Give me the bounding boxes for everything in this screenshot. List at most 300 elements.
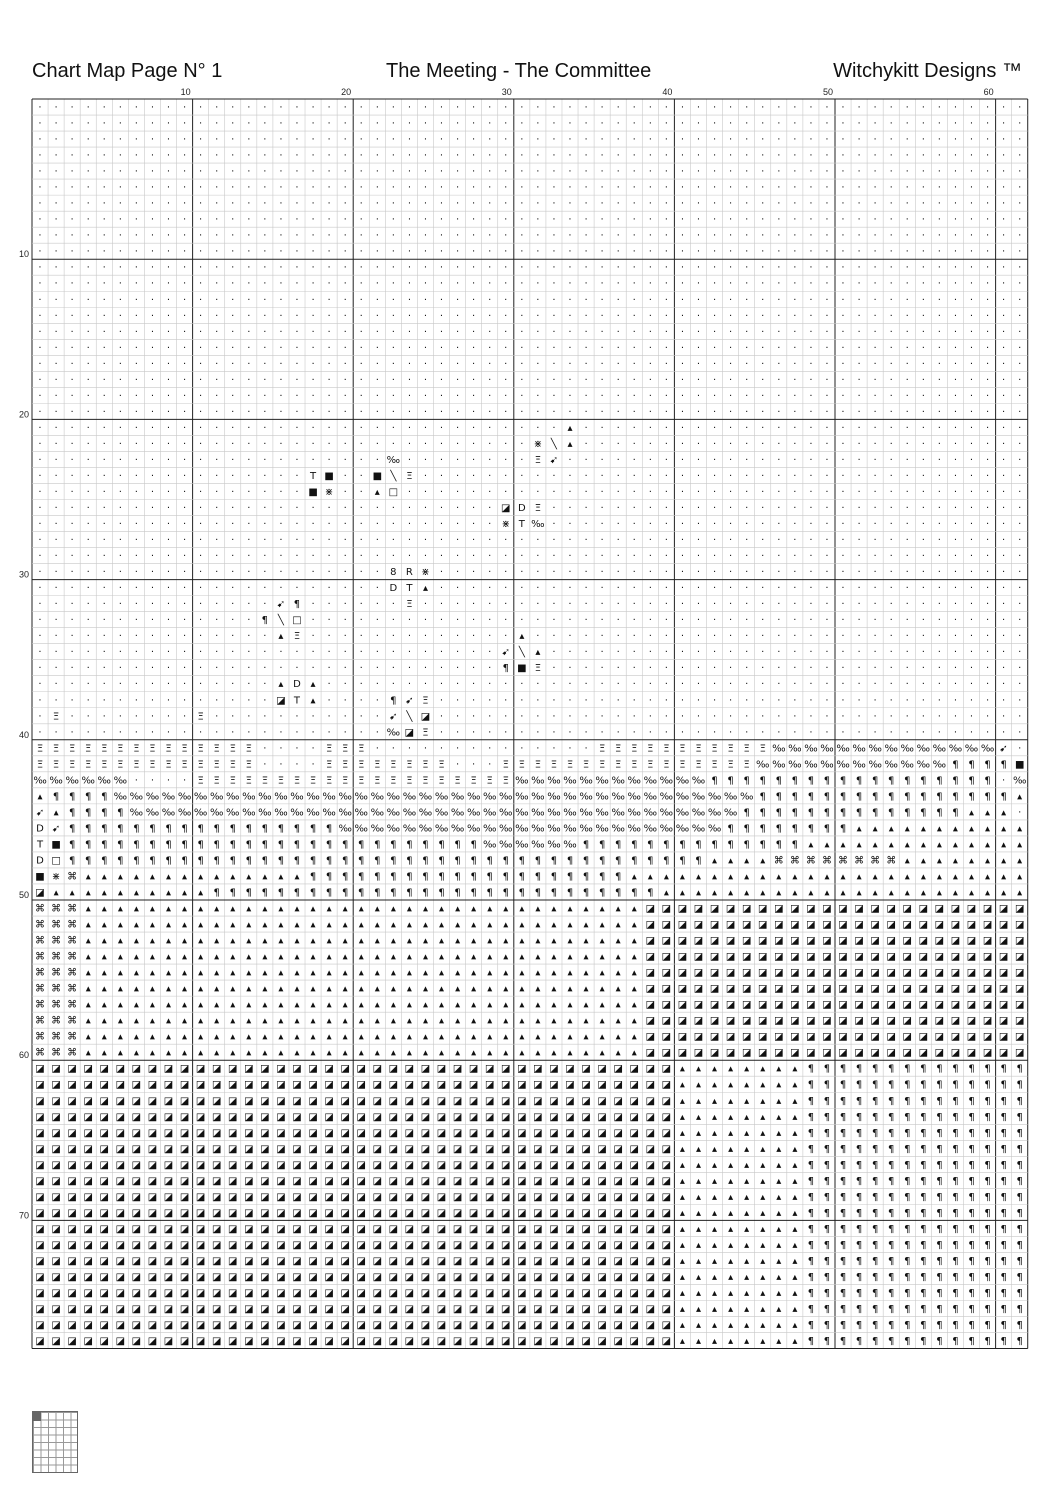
stitch-symbol: · <box>712 486 717 498</box>
stitch-symbol: · <box>279 278 283 290</box>
stitch-symbol: ◪ <box>388 1223 399 1235</box>
stitch-symbol: ¶ <box>936 1079 943 1091</box>
stitch-symbol: · <box>359 727 363 739</box>
stitch-symbol: · <box>600 470 604 482</box>
stitch-symbol: ◪ <box>998 983 1009 995</box>
stitch-symbol: · <box>825 615 829 627</box>
stitch-symbol: ◪ <box>340 1207 350 1219</box>
stitch-symbol: ¶ <box>598 855 606 867</box>
stitch-symbol: ◪ <box>934 999 945 1011</box>
stitch-symbol: ➹ <box>389 711 398 723</box>
stitch-symbol: · <box>102 422 106 434</box>
stitch-symbol: · <box>231 214 235 226</box>
stitch-symbol: ◪ <box>260 1111 270 1123</box>
stitch-symbol: · <box>729 230 733 242</box>
stitch-symbol: ▴ <box>679 871 685 883</box>
stitch-symbol: · <box>552 214 556 226</box>
stitch-symbol: · <box>696 535 701 547</box>
stitch-symbol: ◪ <box>517 1111 527 1123</box>
stitch-symbol: ▴ <box>631 1031 637 1043</box>
stitch-symbol: ‰ <box>290 807 304 819</box>
stitch-symbol: · <box>809 727 813 739</box>
stitch-symbol: · <box>455 102 460 114</box>
stitch-symbol: ▴ <box>744 1159 750 1171</box>
stitch-symbol: · <box>150 166 155 178</box>
stitch-symbol: · <box>664 551 668 563</box>
stitch-symbol: · <box>134 711 138 723</box>
stitch-symbol: ◪ <box>870 919 880 931</box>
stitch-symbol: ◪ <box>356 1239 366 1251</box>
stitch-symbol: ¶ <box>325 823 333 835</box>
stitch-symbol: ▴ <box>792 1191 798 1203</box>
stitch-symbol: ◪ <box>452 1063 463 1075</box>
stitch-symbol: ▴ <box>374 486 380 498</box>
stitch-symbol: ¶ <box>936 1095 943 1107</box>
stitch-symbol: ▴ <box>390 935 396 947</box>
stitch-symbol: ◪ <box>950 951 961 963</box>
stitch-symbol: ◪ <box>147 1175 158 1187</box>
stitch-symbol: · <box>70 647 74 659</box>
stitch-symbol: ¶ <box>663 855 670 867</box>
stitch-symbol: ◪ <box>340 1095 350 1107</box>
stitch-symbol: ▴ <box>728 1255 734 1267</box>
stitch-symbol: · <box>729 246 733 258</box>
stitch-symbol: · <box>937 615 941 627</box>
stitch-symbol: ▴ <box>262 983 268 995</box>
stitch-symbol: ¶ <box>406 871 413 883</box>
stitch-symbol: ◪ <box>163 1079 174 1091</box>
stitch-symbol: · <box>247 214 251 226</box>
stitch-symbol: Ξ <box>197 759 204 771</box>
stitch-symbol: · <box>584 647 588 659</box>
stitch-symbol: · <box>263 326 267 338</box>
stitch-symbol: ◪ <box>83 1223 93 1235</box>
stitch-symbol: ▴ <box>85 951 91 963</box>
stitch-symbol: ◪ <box>613 1143 623 1155</box>
stitch-symbol: · <box>552 711 556 723</box>
stitch-symbol: ◪ <box>195 1207 206 1219</box>
stitch-symbol: ◪ <box>918 903 929 915</box>
stitch-symbol: · <box>472 198 476 210</box>
stitch-symbol: ▴ <box>246 871 252 883</box>
stitch-symbol: ◪ <box>774 951 784 963</box>
stitch-symbol: ◪ <box>629 1239 639 1251</box>
stitch-symbol: · <box>407 406 412 418</box>
stitch-symbol: · <box>472 406 476 418</box>
stitch-symbol: · <box>343 470 347 482</box>
stitch-symbol: ◪ <box>950 1047 961 1059</box>
stitch-symbol: ◪ <box>115 1079 126 1091</box>
stitch-symbol: ◪ <box>163 1175 174 1187</box>
stitch-symbol: · <box>343 535 347 547</box>
stitch-symbol: ◪ <box>324 1336 334 1348</box>
stitch-symbol: ¶ <box>358 839 365 851</box>
stitch-symbol: · <box>488 759 492 771</box>
stitch-symbol: · <box>54 358 58 370</box>
stitch-symbol: ¶ <box>968 1111 975 1123</box>
stitch-symbol: · <box>648 358 652 370</box>
stitch-symbol: · <box>712 150 717 162</box>
stitch-symbol: · <box>921 342 925 354</box>
stitch-symbol: · <box>247 422 251 434</box>
stitch-symbol: ◪ <box>982 935 993 947</box>
stitch-symbol: · <box>455 310 460 322</box>
stitch-symbol: ◪ <box>741 951 752 963</box>
stitch-symbol: ◪ <box>501 1223 511 1235</box>
stitch-symbol: ¶ <box>68 807 76 819</box>
stitch-symbol: ▴ <box>679 1239 685 1251</box>
stitch-symbol: · <box>664 711 668 723</box>
stitch-symbol: ◪ <box>324 1143 334 1155</box>
stitch-symbol: ◪ <box>982 903 993 915</box>
stitch-symbol: · <box>889 246 893 258</box>
stitch-symbol: · <box>38 182 42 194</box>
stitch-symbol: ◪ <box>790 903 800 915</box>
stitch-symbol: · <box>375 262 379 274</box>
stitch-symbol: ◪ <box>324 1223 334 1235</box>
stitch-symbol: ¶ <box>695 855 702 867</box>
stitch-symbol: ▴ <box>117 1031 123 1043</box>
stitch-symbol: ◪ <box>228 1079 238 1091</box>
stitch-symbol: ◪ <box>790 983 800 995</box>
stitch-symbol: ¶ <box>968 1271 975 1283</box>
stitch-symbol: ◪ <box>35 1255 45 1267</box>
stitch-symbol: ◪ <box>918 983 929 995</box>
stitch-symbol: ▴ <box>631 935 637 947</box>
stitch-symbol: ▴ <box>246 935 252 947</box>
stitch-symbol: ◪ <box>260 1207 270 1219</box>
stitch-symbol: ▴ <box>133 871 139 883</box>
stitch-symbol: · <box>1018 422 1022 434</box>
stitch-symbol: · <box>455 663 460 675</box>
stitch-symbol: · <box>745 294 749 306</box>
stitch-symbol: · <box>953 615 958 627</box>
stitch-symbol: ▴ <box>214 903 220 915</box>
stitch-symbol: ◪ <box>565 1304 575 1316</box>
stitch-symbol: ◪ <box>211 1336 222 1348</box>
stitch-symbol: · <box>279 535 283 547</box>
stitch-symbol: ◪ <box>565 1111 575 1123</box>
stitch-symbol: · <box>86 102 90 114</box>
stitch-symbol: ‰ <box>402 791 417 803</box>
stitch-symbol: ‰ <box>81 775 95 787</box>
stitch-symbol: · <box>632 470 636 482</box>
stitch-symbol: · <box>584 583 588 595</box>
stitch-symbol: ◪ <box>115 1175 126 1187</box>
stitch-symbol: · <box>712 278 717 290</box>
stitch-symbol: ▴ <box>551 999 557 1011</box>
stitch-symbol: · <box>889 294 893 306</box>
stitch-symbol: ◪ <box>292 1191 302 1203</box>
stitch-symbol: · <box>70 150 74 162</box>
stitch-symbol: · <box>809 230 813 242</box>
stitch-symbol: · <box>793 342 797 354</box>
stitch-symbol: ◪ <box>388 1239 399 1251</box>
stitch-symbol: ⌘ <box>773 855 784 867</box>
stitch-symbol: · <box>215 150 219 162</box>
stitch-symbol: ◪ <box>549 1191 559 1203</box>
stitch-symbol: ▴ <box>679 1320 685 1332</box>
stitch-symbol: · <box>38 358 42 370</box>
stitch-symbol: ◪ <box>404 1223 415 1235</box>
stitch-symbol: ◪ <box>292 1207 302 1219</box>
stitch-symbol: ◪ <box>51 1304 61 1316</box>
stitch-symbol: · <box>729 663 733 675</box>
stitch-symbol: ▴ <box>679 1304 685 1316</box>
stitch-symbol: · <box>712 663 717 675</box>
stitch-symbol: ‰ <box>772 759 786 771</box>
stitch-symbol: · <box>616 454 620 466</box>
stitch-symbol: · <box>1002 294 1006 306</box>
stitch-symbol: ‰ <box>499 807 513 819</box>
stitch-symbol: ▴ <box>712 1143 718 1155</box>
stitch-symbol: · <box>1018 486 1022 498</box>
stitch-symbol: ¶ <box>904 775 911 787</box>
stitch-symbol: ▴ <box>214 999 220 1011</box>
stitch-symbol: · <box>969 342 974 354</box>
stitch-symbol: ◪ <box>228 1191 238 1203</box>
stitch-symbol: · <box>552 134 556 146</box>
stitch-symbol: ¶ <box>807 1223 815 1235</box>
stitch-symbol: ▴ <box>712 1191 718 1203</box>
stitch-symbol: · <box>552 406 556 418</box>
stitch-symbol: ‰ <box>980 743 995 755</box>
stitch-symbol: · <box>118 583 122 595</box>
stitch-symbol: · <box>600 310 604 322</box>
stitch-symbol: · <box>134 246 138 258</box>
stitch-symbol: ⌘ <box>870 855 881 867</box>
stitch-symbol: · <box>648 102 652 114</box>
stitch-symbol: · <box>150 310 155 322</box>
stitch-symbol: ¶ <box>1000 791 1007 803</box>
stitch-symbol: · <box>873 503 877 515</box>
stitch-symbol: · <box>921 374 925 386</box>
stitch-symbol: · <box>889 519 893 531</box>
stitch-symbol: ◪ <box>67 1223 77 1235</box>
stitch-symbol: · <box>54 503 58 515</box>
stitch-symbol: ◪ <box>131 1143 142 1155</box>
stitch-symbol: ¶ <box>871 1223 879 1235</box>
stitch-symbol: ◪ <box>677 983 688 995</box>
stitch-symbol: · <box>632 535 636 547</box>
stitch-symbol: · <box>150 631 155 643</box>
stitch-symbol: ▴ <box>567 935 573 947</box>
stitch-symbol: ◪ <box>147 1127 158 1139</box>
stitch-symbol: · <box>552 535 556 547</box>
stitch-symbol: · <box>712 567 717 579</box>
stitch-symbol: · <box>102 358 106 370</box>
stitch-symbol: · <box>472 262 476 274</box>
stitch-symbol: ▴ <box>85 903 91 915</box>
stitch-symbol: ╲ <box>550 438 557 450</box>
stitch-symbol: · <box>616 390 620 402</box>
stitch-symbol: · <box>279 326 283 338</box>
stitch-symbol: ¶ <box>197 839 204 851</box>
stitch-symbol: ◪ <box>99 1207 109 1219</box>
stitch-symbol: ◪ <box>324 1191 334 1203</box>
stitch-symbol: · <box>70 134 74 146</box>
stitch-symbol: · <box>263 470 267 482</box>
stitch-symbol: ‰ <box>515 791 529 803</box>
stitch-symbol: ◪ <box>115 1063 126 1075</box>
stitch-symbol: ⌘ <box>838 855 849 867</box>
stitch-symbol: · <box>231 294 235 306</box>
stitch-symbol: ◪ <box>420 1127 431 1139</box>
stitch-symbol: · <box>488 551 492 563</box>
stitch-symbol: ¶ <box>952 1304 959 1316</box>
stitch-symbol: ▴ <box>374 999 380 1011</box>
stitch-symbol: · <box>407 390 412 402</box>
stitch-symbol: ◪ <box>115 1304 126 1316</box>
stitch-symbol: ▴ <box>728 1287 734 1299</box>
stitch-symbol: · <box>616 567 620 579</box>
stitch-symbol: · <box>472 310 476 322</box>
stitch-symbol: ◪ <box>484 1271 495 1283</box>
stitch-symbol: · <box>134 631 138 643</box>
stitch-symbol: ⌘ <box>51 999 62 1011</box>
stitch-symbol: · <box>102 503 106 515</box>
stitch-symbol: ◪ <box>115 1095 126 1107</box>
stitch-symbol: ▴ <box>952 871 958 883</box>
stitch-symbol: · <box>761 358 765 370</box>
stitch-symbol: · <box>937 599 941 611</box>
stitch-symbol: · <box>375 342 379 354</box>
stitch-symbol: · <box>793 663 797 675</box>
stitch-symbol: · <box>969 118 974 130</box>
stitch-symbol: · <box>729 599 733 611</box>
stitch-symbol: · <box>600 358 604 370</box>
stitch-symbol: ▴ <box>342 1031 348 1043</box>
stitch-symbol: · <box>568 743 572 755</box>
stitch-symbol: · <box>1018 695 1022 707</box>
stitch-symbol: · <box>921 486 925 498</box>
stitch-symbol: · <box>664 230 668 242</box>
stitch-symbol: · <box>937 246 941 258</box>
stitch-symbol: ¶ <box>904 1143 911 1155</box>
stitch-symbol: ¶ <box>277 839 285 851</box>
stitch-symbol: ◪ <box>356 1159 366 1171</box>
stitch-symbol: ◪ <box>693 903 704 915</box>
stitch-symbol: ‰ <box>659 775 674 787</box>
stitch-symbol: ◪ <box>356 1175 366 1187</box>
stitch-symbol: · <box>311 759 315 771</box>
stitch-symbol: ◪ <box>356 1304 366 1316</box>
stitch-symbol: ⌘ <box>67 935 78 947</box>
stitch-symbol: ◪ <box>211 1143 222 1155</box>
stitch-symbol: · <box>423 647 428 659</box>
stitch-symbol: ◪ <box>356 1255 366 1267</box>
stitch-symbol: · <box>761 567 765 579</box>
stitch-symbol: · <box>279 166 283 178</box>
stitch-symbol: ◪ <box>645 1079 656 1091</box>
stitch-symbol: ¶ <box>598 887 606 899</box>
stitch-symbol: ◪ <box>115 1207 126 1219</box>
stitch-symbol: · <box>985 182 990 194</box>
stitch-symbol: ¶ <box>920 775 927 787</box>
stitch-symbol: · <box>520 567 524 579</box>
stitch-symbol: ◪ <box>934 1015 945 1027</box>
page-position-thumbnail <box>32 1411 78 1473</box>
stitch-symbol: · <box>841 438 845 450</box>
stitch-symbol: ◪ <box>645 1287 656 1299</box>
stitch-symbol: ◪ <box>950 999 961 1011</box>
stitch-symbol: ▴ <box>712 855 718 867</box>
stitch-symbol: ▴ <box>824 887 830 899</box>
stitch-symbol: ▴ <box>744 1111 750 1123</box>
stitch-symbol: · <box>359 374 363 386</box>
stitch-symbol: · <box>182 118 187 130</box>
stitch-symbol: · <box>937 214 941 226</box>
stitch-symbol: ⌘ <box>67 871 78 883</box>
stitch-symbol: · <box>1018 278 1022 290</box>
stitch-symbol: · <box>327 294 331 306</box>
stitch-symbol: · <box>616 102 620 114</box>
stitch-symbol: · <box>150 246 155 258</box>
stitch-symbol: ‰ <box>306 791 320 803</box>
stitch-symbol: ◪ <box>806 999 816 1011</box>
stitch-symbol: · <box>70 390 74 402</box>
stitch-symbol: ▴ <box>679 1223 685 1235</box>
stitch-symbol: ◪ <box>597 1079 607 1091</box>
stitch-symbol: ‰ <box>852 743 866 755</box>
stitch-symbol: · <box>680 470 685 482</box>
stitch-symbol: · <box>712 727 717 739</box>
stitch-symbol: ◪ <box>806 1015 816 1027</box>
stitch-symbol: ‰ <box>1012 775 1027 787</box>
stitch-symbol: · <box>696 599 701 611</box>
stitch-symbol: ◪ <box>211 1175 222 1187</box>
stitch-symbol: ◪ <box>629 1111 639 1123</box>
stitch-symbol: · <box>118 294 122 306</box>
stitch-symbol: · <box>279 246 283 258</box>
stitch-symbol: ◪ <box>228 1143 238 1155</box>
stitch-symbol: ▴ <box>101 967 107 979</box>
stitch-symbol: ◪ <box>484 1255 495 1267</box>
stitch-symbol: ◪ <box>870 999 880 1011</box>
stitch-symbol: ◪ <box>549 1159 559 1171</box>
stitch-symbol: · <box>166 390 171 402</box>
stitch-symbol: ⌘ <box>67 999 78 1011</box>
stitch-symbol: · <box>150 727 155 739</box>
stitch-symbol: ¶ <box>197 855 204 867</box>
stitch-symbol: ◪ <box>35 1063 45 1075</box>
stitch-symbol: ▴ <box>712 1336 718 1348</box>
stitch-symbol: · <box>488 454 492 466</box>
stitch-symbol: ◪ <box>244 1111 254 1123</box>
stitch-symbol: ¶ <box>968 759 975 771</box>
stitch-symbol: · <box>825 150 829 162</box>
stitch-symbol: Ξ <box>422 695 429 707</box>
stitch-symbol: ◪ <box>918 1031 929 1043</box>
stitch-symbol: · <box>905 278 909 290</box>
stitch-symbol: ◪ <box>308 1175 318 1187</box>
stitch-symbol: ◪ <box>99 1111 109 1123</box>
stitch-symbol: ◪ <box>292 1143 302 1155</box>
stitch-symbol: ▴ <box>808 839 814 851</box>
stitch-symbol: ‰ <box>611 807 625 819</box>
stitch-symbol: ◪ <box>163 1095 174 1107</box>
stitch-symbol: ◪ <box>115 1223 126 1235</box>
stitch-symbol: · <box>600 567 604 579</box>
stitch-symbol: · <box>985 230 990 242</box>
stitch-symbol: ¶ <box>904 1223 911 1235</box>
stitch-symbol: · <box>969 695 974 707</box>
stitch-symbol: ◪ <box>613 1111 623 1123</box>
stitch-symbol: · <box>391 262 395 274</box>
stitch-symbol: ◪ <box>645 1127 656 1139</box>
stitch-symbol: ◪ <box>597 1255 607 1267</box>
stitch-symbol: · <box>777 567 781 579</box>
